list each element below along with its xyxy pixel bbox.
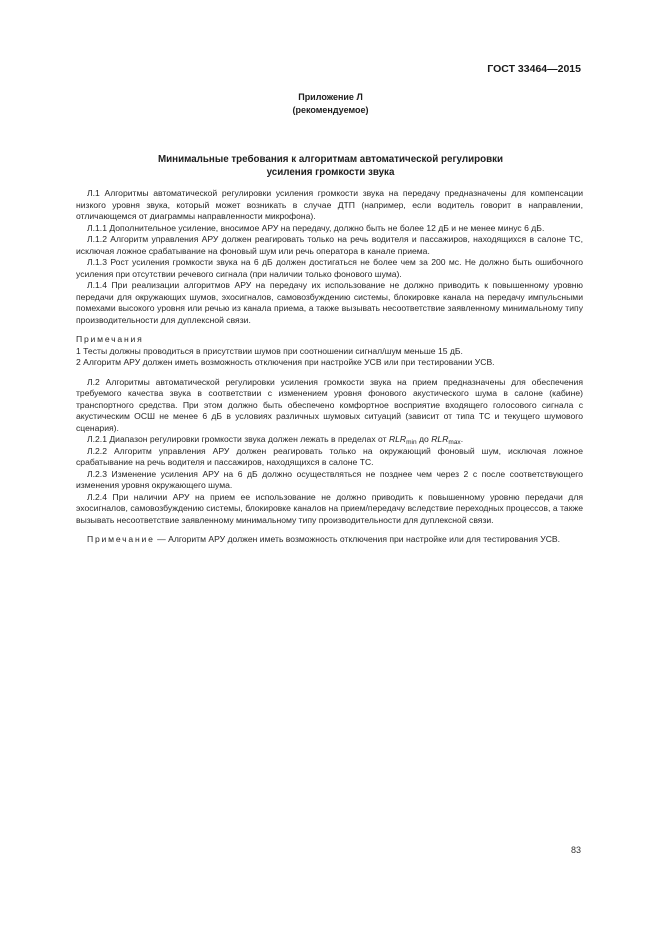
final-note-text: — Алгоритм АРУ должен иметь возможность отключения при настройке или для тестирования УСВ.	[154, 534, 561, 544]
notes-heading: Примечания	[76, 334, 144, 344]
clause-l2-1	[76, 434, 583, 446]
clause-l1-4: Л.1.4 При реализации алгоритмов АРУ на передачу их использование не должно приводить к повышенному уровню передачи для окружающих шумов, эхосигналов, самовозбуждению системы, блокировке канала на передачу импульсными помехами высокого уровня или речью из канала приема, а также вызывать несоответствие заявленному минимальному типу производительности для дуплексной связи.	[76, 280, 583, 325]
rlr-min-subscript: min	[406, 439, 417, 446]
spacer	[76, 526, 583, 534]
title-line-2: усиления громкости звука	[266, 167, 395, 178]
spacer	[76, 369, 583, 377]
appendix-label: Приложение Л	[298, 92, 363, 102]
clause-l2-1-end: .	[460, 434, 464, 444]
rlr-max-subscript: max	[448, 439, 461, 446]
note-2: 2 Алгоритм АРУ должен иметь возможность отключения при настройке УСВ или при тестировании УСВ.	[76, 357, 495, 367]
section-title	[0, 153, 661, 179]
final-note-label: Примечание	[87, 534, 155, 544]
clause-l2-4: Л.2.4 При наличии АРУ на прием ее использование не должно приводить к повышенному уровню передачи для эхосигналов, самовозбуждению системы, блокировке каналов на прием/передачу вследствие переходных процессов, а также вызывать несоответствие заявленному минимальному типу производительности для дуплексной связи.	[76, 491, 583, 525]
clause-l1: Л.1 Алгоритмы автоматической регулировки усиления громкости звука на передачу предназначены для компенсации низкого уровня звука, который может возникать в случае ДТП (например, если водитель говорит в направлении, отличающемся от диаграммы направленности микрофона).	[76, 188, 583, 221]
final-note	[76, 534, 583, 546]
clause-l2-1-mid: до	[416, 434, 432, 444]
clause-l2: Л.2 Алгоритмы автоматической регулировки усиления громкости звука на прием предназначены для обеспечения требуемого качества звука в соответствии с изменением уровня фонового акустического шума в салоне (кабине) транспортного средства. При этом должно быть обеспечено комфортное восприятие входящего голосового сигнала с акустическим ОСШ не менее 6 дБ в условиях различных шумовых ситуаций (зависит от типа ТС и текущего шумового сценария).	[76, 376, 583, 433]
clause-l2-3: Л.2.3 Изменение усиления АРУ на 6 дБ должно осуществляться не позднее чем через 2 с после соответствующего изменения уровня окружающего шума.	[76, 468, 583, 490]
rlr-symbol: RLR	[431, 434, 449, 444]
spacer	[76, 326, 583, 334]
clause-l1-2: Л.1.2 Алгоритм управления АРУ должен реагировать только на речь водителя и пассажиров, находящихся в салоне ТС, исключая ложное срабатывание на фоновый шум или речь оператора в канале приема.	[76, 234, 583, 256]
clause-l2-2: Л.2.2 Алгоритм управления АРУ должен реагировать только на окружающий фоновый шум, исключая ложное срабатывание на речь водителя и пассажиров, находящихся в салоне ТС.	[76, 445, 583, 467]
clause-l2-1-text: Л.2.1 Диапазон регулировки громкости звука должен лежать в пределах от	[87, 434, 389, 444]
document-body	[76, 188, 583, 546]
clause-l1-3: Л.1.3 Рост усиления громкости звука на 6 дБ должен достигаться не более чем за 200 мс. Не должно быть ошибочного усиления при отсутствии речевого сигнала (при наличии только фонового шума).	[76, 257, 583, 279]
page-number: 83	[570, 845, 581, 855]
rlr-symbol: RLR	[388, 434, 407, 444]
appendix-heading	[0, 91, 661, 117]
clause-l1-1: Л.1.1 Дополнительное усиление, вносимое АРУ на передачу, должно быть не более 12 дБ и не менее минус 6 дБ.	[87, 222, 545, 233]
standard-code: ГОСТ 33464—2015	[487, 63, 581, 75]
title-line-1: Минимальные требования к алгоритмам автоматической регулировки	[157, 154, 504, 165]
appendix-status: (рекомендуемое)	[292, 105, 369, 115]
note-1: 1 Тесты должны проводиться в присутствии шумов при соотношении сигнал/шум меньше 15 дБ.	[76, 345, 463, 356]
